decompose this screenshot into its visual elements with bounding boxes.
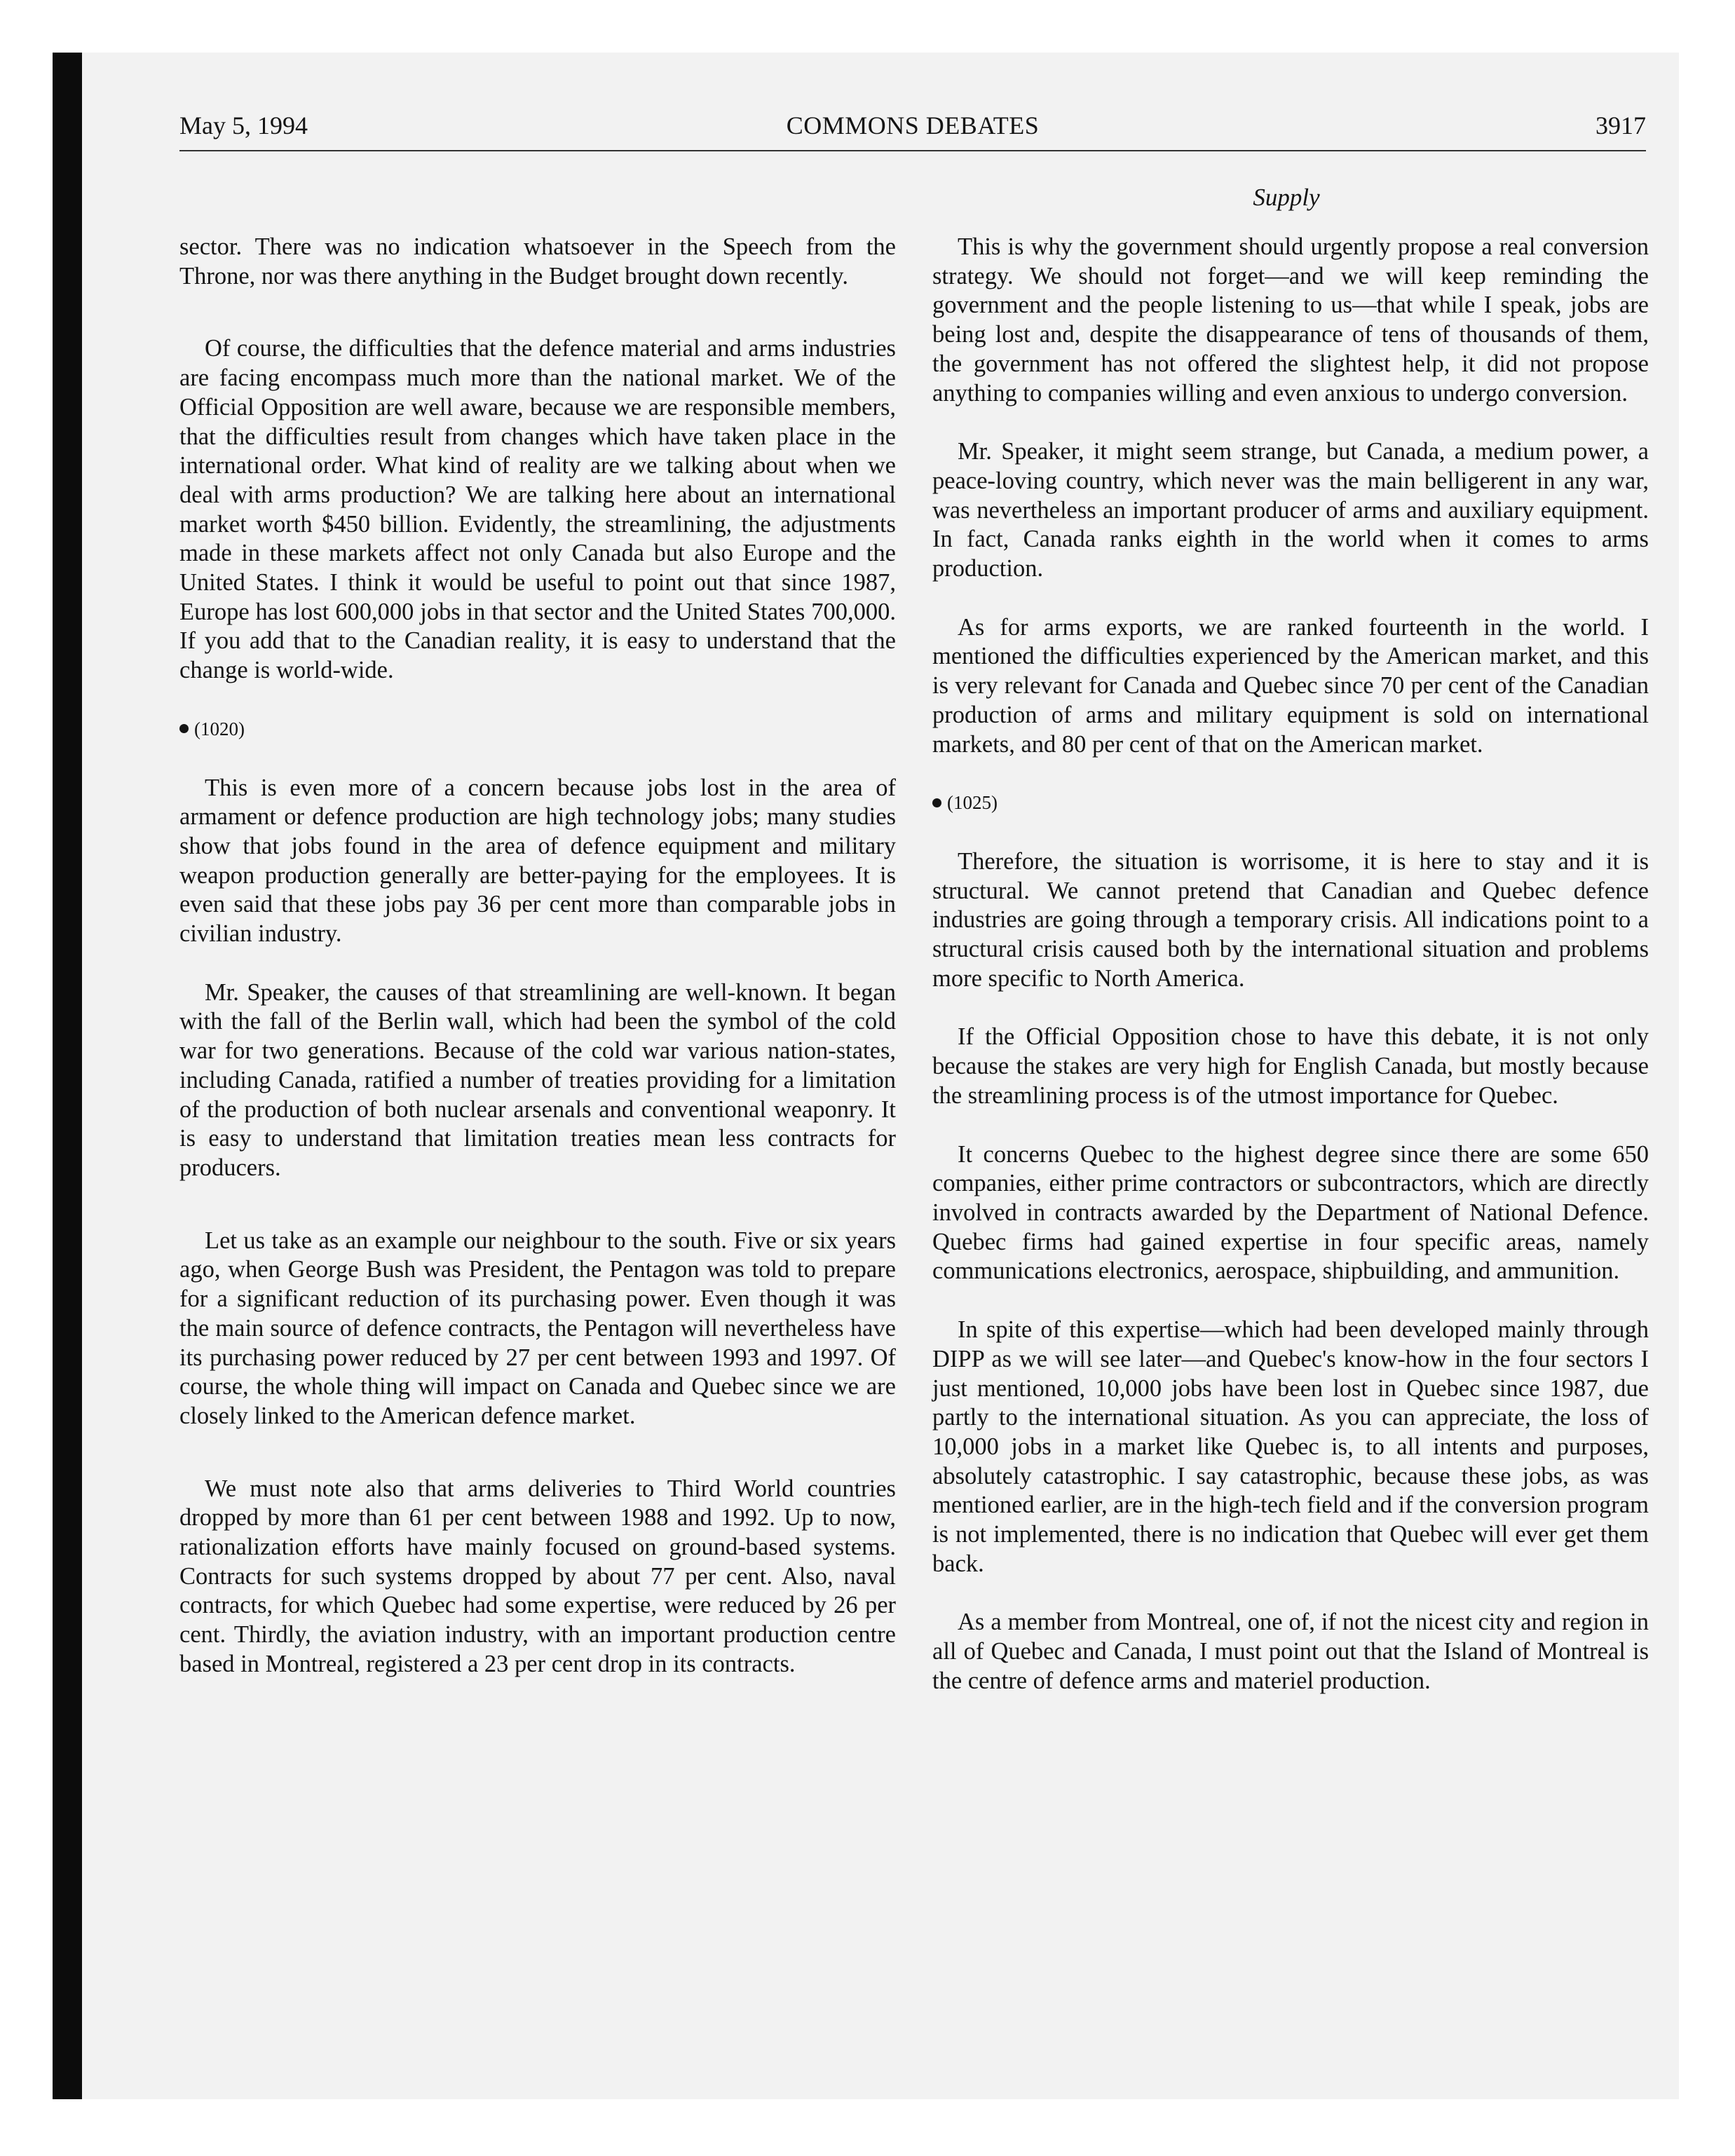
time-marker (179, 715, 896, 744)
time-marker-text: (1025) (947, 792, 998, 814)
page-number: 3917 (1595, 111, 1646, 139)
paragraph: Therefore, the situation is worrisome, it is here to stay and it is structural. We cannot pretend that Canadian and Quebec defence industries are going through a temporary crisis. All indications point to a structural crisis caused both by the international situation and problems more specific to North America. (932, 847, 1649, 992)
binding-shadow (53, 53, 82, 2099)
header-rule (179, 150, 1646, 151)
paragraph: This is why the government should urgently propose a real conversion strategy. We should not forget—and we will keep reminding the government and the people listening to us—that while I speak, jobs are being lost and, despite the disappearance of tens of thousands of them, the government has not offered the slightest help, it did not propose anything to companies willing and even anxious to undergo conversion. (932, 233, 1649, 407)
header-title: COMMONS DEBATES (786, 111, 1040, 139)
paragraph: We must note also that arms deliveries to Third World countries dropped by more than 61 per cent between 1988 and 1992. Up to now, rationalization efforts have mainly focused on ground-based systems. Contracts for such systems dropped by about 77 per cent. Also, naval contracts, for which Quebec had some expertise, were reduced by 26 per cent. Thirdly, the aviation industry, with an important production centre based in Montreal, registered a 23 per cent drop in its contracts. (179, 1475, 896, 1677)
paragraph: sector. There was no indication whatsoever in the Speech from the Throne, nor was there anything in the Budget brought down recently. (179, 233, 896, 289)
paragraph: As for arms exports, we are ranked fourteenth in the world. I mentioned the difficulties experienced by the American market, and this is very relevant for Canada and Quebec since 70 per cent of the Canadian production of arms and military equipment is sold on international markets, and 80 per cent of that on the American market. (932, 613, 1649, 758)
paragraph: Mr. Speaker, it might seem strange, but Canada, a medium power, a peace-loving country, which never was the main belligerent in any war, was nevertheless an important producer of arms and auxiliary equipment. In fact, Canada ranks eighth in the world when it comes to arms production. (932, 438, 1649, 582)
bullet-icon (179, 724, 189, 733)
time-marker (932, 789, 1649, 818)
paragraph: Mr. Speaker, the causes of that streamlining are well-known. It began with the fall of the Berlin wall, which had been the symbol of the cold war for two generations. Because of the cold war various nation-states, including Canada, ratified a number of treaties providing for a limitation of the production of both nuclear arsenals and conventional weaponry. It is easy to understand that limitation treaties mean less contracts for producers. (179, 978, 896, 1181)
left-column (179, 233, 896, 1679)
header-date: May 5, 1994 (179, 111, 308, 139)
paragraph: This is even more of a concern because jobs lost in the area of armament or defence production are high technology jobs; many studies show that jobs found in the area of defence equipment and military weapon production generally are better-paying for the employees. It is even said that these jobs pay 36 per cent more than comparable jobs in civilian industry. (179, 774, 896, 948)
section-label: Supply (1253, 184, 1320, 211)
paragraph: It concerns Quebec to the highest degree since there are some 650 companies, either prime contractors or subcontractors, which are directly involved in contracts awarded by the Department of National Defence. Quebec firms had gained expertise in four specific areas, namely communications electronics, aerospace, shipbuilding, and ammunition. (932, 1140, 1649, 1285)
bullet-icon (932, 798, 941, 807)
paragraph: As a member from Montreal, one of, if not the nicest city and region in all of Quebec and Canada, I must point out that the Island of Montreal is the centre of defence arms and materiel production. (932, 1609, 1649, 1694)
paragraph: In spite of this expertise—which had been developed mainly through DIPP as we will see later—and Quebec's know-how in the four sectors I just mentioned, 10,000 jobs have been lost in Quebec since 1987, due partly to the international situation. As you can appreciate, the loss of 10,000 jobs in a market like Quebec is, to all intents and purposes, absolutely catastrophic. I say catastrophic, because these jobs, as was mentioned earlier, are in the high-tech field and if the conversion program is not implemented, there is no indication that Quebec will ever get them back. (932, 1316, 1649, 1577)
time-marker-text: (1020) (194, 718, 245, 739)
paragraph: Of course, the difficulties that the defence material and arms industries are facing encompass much more than the national market. We of the Official Opposition are well aware, because we are responsible members, that the difficulties result from changes which have taken place in the international order. What kind of reality are we talking about when we deal with arms production? We are talking here about an international market worth $450 billion. Evidently, the streamlining, the adjustments made in these markets affect not only Canada but also Europe and the United States. I think it would be useful to point out that since 1987, Europe has lost 600,000 jobs in that sector and the United States 700,000. If you add that to the Canadian reality, it is easy to understand that the change is world-wide. (179, 335, 896, 684)
right-column (932, 233, 1649, 1696)
paragraph: Let us take as an example our neighbour to the south. Five or six years ago, when George Bush was President, the Pentagon was told to prepare for a significant reduction of its purchasing power. Even though it was the main source of defence contracts, the Pentagon will nevertheless have its purchasing power reduced by 27 per cent between 1993 and 1997. Of course, the whole thing will impact on Canada and Quebec since we are closely linked to the American defence market. (179, 1227, 896, 1429)
running-header (179, 111, 1646, 149)
paragraph: If the Official Opposition chose to have this debate, it is not only because the stakes are very high for English Canada, but mostly because the streamlining process is of the utmost importance for Quebec. (932, 1023, 1649, 1109)
